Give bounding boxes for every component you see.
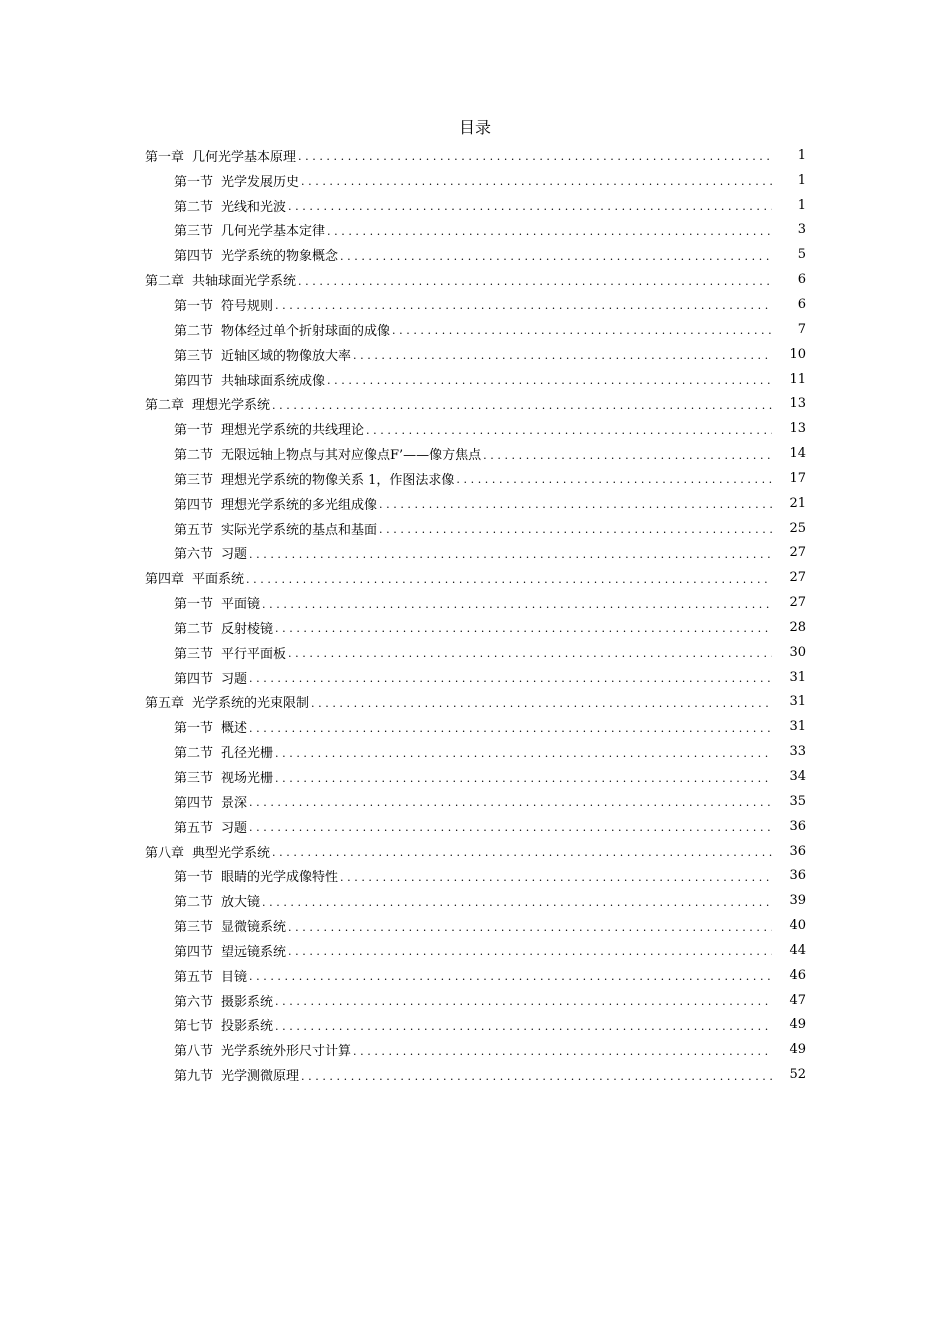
toc-leader-dots <box>340 250 772 263</box>
toc-entry-title: 共轴球面光学系统 <box>192 274 297 290</box>
toc-entry-label <box>174 941 288 960</box>
toc-section-entry[interactable] <box>0 640 950 665</box>
toc-page-number: 1 <box>797 172 806 188</box>
toc-leader-dots <box>301 1070 772 1083</box>
toc-entry-title: 显微镜系统 <box>221 920 287 936</box>
toc-entry-label <box>174 469 456 488</box>
table-of-contents <box>0 143 950 1087</box>
toc-entry-number: 第九节 <box>174 1069 214 1085</box>
toc-entry-number: 第二章 <box>145 274 185 290</box>
toc-section-entry[interactable] <box>0 988 950 1013</box>
toc-entry-number: 第一节 <box>174 721 214 737</box>
toc-entry-number: 第五节 <box>174 522 214 538</box>
toc-entry-label <box>174 196 288 215</box>
toc-entry-number: 第二节 <box>174 621 214 637</box>
toc-entry-label <box>174 866 340 885</box>
toc-entry-label <box>145 394 272 413</box>
toc-leader-dots <box>249 796 772 809</box>
toc-page-number: 10 <box>789 346 806 362</box>
toc-entry-title: 理想光学系统的共线理论 <box>221 423 365 439</box>
toc-entry-number: 第三节 <box>174 224 214 240</box>
toc-leader-dots <box>262 598 772 611</box>
toc-entry-label <box>174 643 288 662</box>
toc-entry-title: 近轴区域的物像放大率 <box>221 348 352 364</box>
toc-leader-dots <box>301 175 772 188</box>
toc-leader-dots <box>275 995 772 1008</box>
toc-section-entry[interactable] <box>0 938 950 963</box>
toc-section-entry[interactable] <box>0 615 950 640</box>
toc-leader-dots <box>392 324 772 337</box>
toc-leader-dots <box>379 498 772 511</box>
toc-section-entry[interactable] <box>0 789 950 814</box>
toc-leader-dots <box>272 846 772 859</box>
toc-entry-label <box>174 767 275 786</box>
toc-entry-title: 物体经过单个折射球面的成像 <box>221 323 391 339</box>
toc-leader-dots <box>298 150 772 163</box>
toc-entry-title: 理想光学系统 <box>192 398 271 414</box>
toc-entry-title: 实际光学系统的基点和基面 <box>221 522 378 538</box>
toc-page-number: 17 <box>789 470 806 486</box>
toc-section-entry[interactable] <box>0 1037 950 1062</box>
toc-section-entry[interactable] <box>0 416 950 441</box>
toc-entry-title: 光学测微原理 <box>221 1069 300 1085</box>
toc-entry-number: 第四节 <box>174 497 214 513</box>
toc-page-number: 36 <box>789 818 806 834</box>
toc-page-number: 28 <box>789 619 806 635</box>
toc-leader-dots <box>249 548 772 561</box>
toc-entry-number: 第四节 <box>174 795 214 811</box>
toc-entry-title: 几何光学基本定律 <box>221 224 326 240</box>
toc-entry-label <box>174 220 327 239</box>
toc-entry-label <box>174 742 275 761</box>
toc-entry-title: 几何光学基本原理 <box>192 149 297 165</box>
toc-leader-dots <box>246 573 772 586</box>
toc-entry-title: 反射棱镜 <box>221 621 274 637</box>
toc-entry-title: 理想光学系统的多光组成像 <box>221 497 378 513</box>
toc-entry-title: 眼睛的光学成像特性 <box>221 870 339 886</box>
toc-page-number: 49 <box>789 1042 806 1058</box>
toc-page-number: 27 <box>789 570 806 586</box>
toc-entry-number: 第二节 <box>174 746 214 762</box>
toc-leader-dots <box>275 772 772 785</box>
toc-page-number: 44 <box>789 942 806 958</box>
toc-page-number: 27 <box>789 545 806 561</box>
toc-section-entry[interactable] <box>0 739 950 764</box>
toc-entry-label <box>145 842 272 861</box>
toc-chapter-entry[interactable] <box>0 391 950 416</box>
toc-section-entry[interactable] <box>0 441 950 466</box>
toc-entry-number: 第一节 <box>174 870 214 886</box>
toc-entry-title: 典型光学系统 <box>192 845 271 861</box>
toc-page-number: 39 <box>789 893 806 909</box>
toc-entry-label <box>174 419 366 438</box>
toc-leader-dots <box>379 523 772 536</box>
toc-page-number: 1 <box>797 147 806 163</box>
toc-page-number: 11 <box>789 371 806 387</box>
toc-page-number: 46 <box>789 967 806 983</box>
toc-page-number: 5 <box>797 247 806 263</box>
toc-page-number: 36 <box>789 843 806 859</box>
toc-entry-number: 第三节 <box>174 646 214 662</box>
toc-leader-dots <box>262 896 772 909</box>
toc-entry-title: 摄影系统 <box>221 994 274 1010</box>
toc-entry-number: 第一节 <box>174 174 214 190</box>
toc-leader-dots <box>311 697 772 710</box>
toc-page-number: 33 <box>789 744 806 760</box>
toc-entry-number: 第八节 <box>174 1044 214 1060</box>
toc-entry-number: 第四章 <box>145 572 185 588</box>
toc-section-entry[interactable] <box>0 814 950 839</box>
toc-section-entry[interactable] <box>0 491 950 516</box>
toc-page-number: 34 <box>789 769 806 785</box>
toc-chapter-entry[interactable] <box>0 839 950 864</box>
toc-entry-title: 景深 <box>221 795 248 811</box>
toc-entry-label <box>174 1015 275 1034</box>
toc-section-entry[interactable] <box>0 193 950 218</box>
toc-entry-label <box>174 618 275 637</box>
toc-section-entry[interactable] <box>0 590 950 615</box>
toc-entry-label <box>174 543 249 562</box>
toc-page-number: 35 <box>789 793 806 809</box>
toc-leader-dots <box>353 349 772 362</box>
toc-entry-title: 光学系统的光束限制 <box>192 696 310 712</box>
toc-entry-title: 放大镜 <box>221 895 261 911</box>
toc-entry-number: 第五章 <box>145 696 185 712</box>
toc-entry-title: 望远镜系统 <box>221 944 287 960</box>
toc-leader-dots <box>327 225 772 238</box>
toc-entry-label <box>145 568 246 587</box>
toc-entry-title: 概述 <box>221 721 248 737</box>
toc-page-number: 31 <box>789 719 806 735</box>
toc-leader-dots <box>249 821 772 834</box>
toc-entry-label <box>174 991 275 1010</box>
toc-leader-dots <box>340 871 772 884</box>
toc-entry-title: 共轴球面系统成像 <box>221 373 326 389</box>
toc-entry-label <box>174 519 379 538</box>
toc-entry-title: 投影系统 <box>221 1019 274 1035</box>
toc-page-number: 49 <box>789 1017 806 1033</box>
toc-entry-title: 无限远轴上物点与其对应像点F’——像方焦点 <box>221 448 482 464</box>
toc-leader-dots <box>275 299 772 312</box>
toc-entry-label <box>174 792 249 811</box>
toc-entry-number: 第二节 <box>174 448 214 464</box>
toc-section-entry[interactable] <box>0 242 950 267</box>
toc-leader-dots <box>456 473 772 486</box>
toc-section-entry[interactable] <box>0 292 950 317</box>
toc-leader-dots <box>353 1045 772 1058</box>
toc-page-number: 21 <box>789 495 806 511</box>
toc-chapter-entry[interactable] <box>0 565 950 590</box>
toc-section-entry[interactable] <box>0 342 950 367</box>
toc-leader-dots <box>366 424 772 437</box>
toc-entry-number: 第三节 <box>174 348 214 364</box>
toc-entry-title: 理想光学系统的物像关系 1，作图法求像 <box>221 472 455 488</box>
toc-entry-label <box>174 717 249 736</box>
toc-section-entry[interactable] <box>0 888 950 913</box>
toc-entry-title: 光学系统的物象概念 <box>221 249 339 265</box>
toc-page-number: 52 <box>789 1067 806 1083</box>
toc-entry-title: 习题 <box>221 671 248 687</box>
toc-leader-dots <box>272 399 772 412</box>
toc-entry-title: 符号规则 <box>221 298 274 314</box>
toc-entry-label <box>174 345 353 364</box>
toc-entry-label <box>174 593 262 612</box>
toc-section-entry[interactable] <box>0 1013 950 1038</box>
toc-entry-title: 光学发展历史 <box>221 174 300 190</box>
toc-entry-number: 第一节 <box>174 298 214 314</box>
toc-leader-dots <box>249 970 772 983</box>
toc-entry-label <box>174 171 301 190</box>
toc-leader-dots <box>288 921 772 934</box>
toc-section-entry[interactable] <box>0 963 950 988</box>
toc-entry-label <box>145 692 311 711</box>
toc-title: 目录 <box>458 118 491 137</box>
toc-entry-label <box>174 916 288 935</box>
toc-page-number: 3 <box>797 222 806 238</box>
toc-entry-title: 光学系统外形尺寸计算 <box>221 1044 352 1060</box>
toc-entry-label <box>174 370 327 389</box>
toc-entry-title: 目镜 <box>221 969 248 985</box>
toc-entry-number: 第二章 <box>145 398 185 414</box>
toc-entry-number: 第三节 <box>174 472 214 488</box>
toc-page-number: 36 <box>789 868 806 884</box>
toc-entry-number: 第二节 <box>174 323 214 339</box>
toc-page-number: 13 <box>789 421 806 437</box>
toc-entry-label <box>174 320 392 339</box>
toc-section-entry[interactable] <box>0 665 950 690</box>
toc-entry-number: 第五节 <box>174 820 214 836</box>
toc-section-entry[interactable] <box>0 168 950 193</box>
toc-section-entry[interactable] <box>0 516 950 541</box>
toc-chapter-entry[interactable] <box>0 267 950 292</box>
toc-entry-label <box>174 1040 353 1059</box>
toc-entry-number: 第二节 <box>174 895 214 911</box>
toc-leader-dots <box>275 622 772 635</box>
toc-entry-number: 第三节 <box>174 920 214 936</box>
toc-leader-dots <box>483 449 772 462</box>
toc-leader-dots <box>288 647 772 660</box>
toc-section-entry[interactable] <box>0 764 950 789</box>
toc-entry-label <box>145 146 298 165</box>
toc-entry-title: 平面系统 <box>192 572 245 588</box>
toc-entry-label <box>174 1065 301 1084</box>
toc-page-number: 25 <box>789 520 806 536</box>
toc-entry-number: 第一节 <box>174 423 214 439</box>
toc-entry-number: 第五节 <box>174 969 214 985</box>
toc-leader-dots <box>249 672 772 685</box>
toc-section-entry[interactable] <box>0 863 950 888</box>
toc-page-number: 31 <box>789 669 806 685</box>
toc-page-number: 40 <box>789 918 806 934</box>
toc-leader-dots <box>275 1020 772 1033</box>
toc-entry-number: 第四节 <box>174 373 214 389</box>
toc-page-number: 1 <box>797 197 806 213</box>
toc-entry-title: 习题 <box>221 820 248 836</box>
toc-entry-number: 第四节 <box>174 249 214 265</box>
toc-section-entry[interactable] <box>0 913 950 938</box>
toc-entry-number: 第八章 <box>145 845 185 861</box>
toc-entry-label <box>174 245 340 264</box>
toc-entry-number: 第七节 <box>174 1019 214 1035</box>
toc-entry-label <box>174 668 249 687</box>
toc-chapter-entry[interactable] <box>0 143 950 168</box>
toc-entry-number: 第一章 <box>145 149 185 165</box>
toc-entry-label <box>174 295 275 314</box>
toc-entry-number: 第二节 <box>174 199 214 215</box>
toc-page-number: 31 <box>789 694 806 710</box>
toc-page-number: 7 <box>797 321 806 337</box>
toc-entry-number: 第六节 <box>174 994 214 1010</box>
toc-entry-title: 孔径光栅 <box>221 746 274 762</box>
toc-section-entry[interactable] <box>0 367 950 392</box>
toc-leader-dots <box>275 747 772 760</box>
toc-section-entry[interactable] <box>0 317 950 342</box>
toc-page-number: 30 <box>789 644 806 660</box>
toc-entry-label <box>174 444 483 463</box>
toc-entry-label <box>174 494 379 513</box>
toc-chapter-entry[interactable] <box>0 690 950 715</box>
toc-entry-number: 第三节 <box>174 771 214 787</box>
toc-leader-dots <box>298 275 772 288</box>
toc-entry-label <box>174 891 262 910</box>
toc-entry-title: 习题 <box>221 547 248 563</box>
toc-leader-dots <box>327 374 772 387</box>
toc-page-number: 13 <box>789 396 806 412</box>
toc-leader-dots <box>288 200 772 213</box>
toc-section-entry[interactable] <box>0 218 950 243</box>
toc-entry-title: 平面镜 <box>221 597 261 613</box>
toc-section-entry[interactable] <box>0 541 950 566</box>
toc-entry-label <box>174 817 249 836</box>
toc-entry-title: 平行平面板 <box>221 646 287 662</box>
toc-page-number: 6 <box>797 296 806 312</box>
toc-entry-number: 第一节 <box>174 597 214 613</box>
toc-page-number: 6 <box>797 272 806 288</box>
toc-entry-label <box>145 270 298 289</box>
toc-leader-dots <box>288 945 772 958</box>
toc-leader-dots <box>249 722 772 735</box>
toc-page-number: 47 <box>789 992 806 1008</box>
toc-entry-number: 第四节 <box>174 944 214 960</box>
toc-page-number: 14 <box>789 446 806 462</box>
toc-entry-number: 第四节 <box>174 671 214 687</box>
toc-section-entry[interactable] <box>0 1062 950 1087</box>
toc-entry-title: 光线和光波 <box>221 199 287 215</box>
toc-section-entry[interactable] <box>0 714 950 739</box>
toc-entry-label <box>174 966 249 985</box>
toc-page-number: 27 <box>789 595 806 611</box>
toc-entry-number: 第六节 <box>174 547 214 563</box>
toc-section-entry[interactable] <box>0 466 950 491</box>
toc-entry-title: 视场光栅 <box>221 771 274 787</box>
